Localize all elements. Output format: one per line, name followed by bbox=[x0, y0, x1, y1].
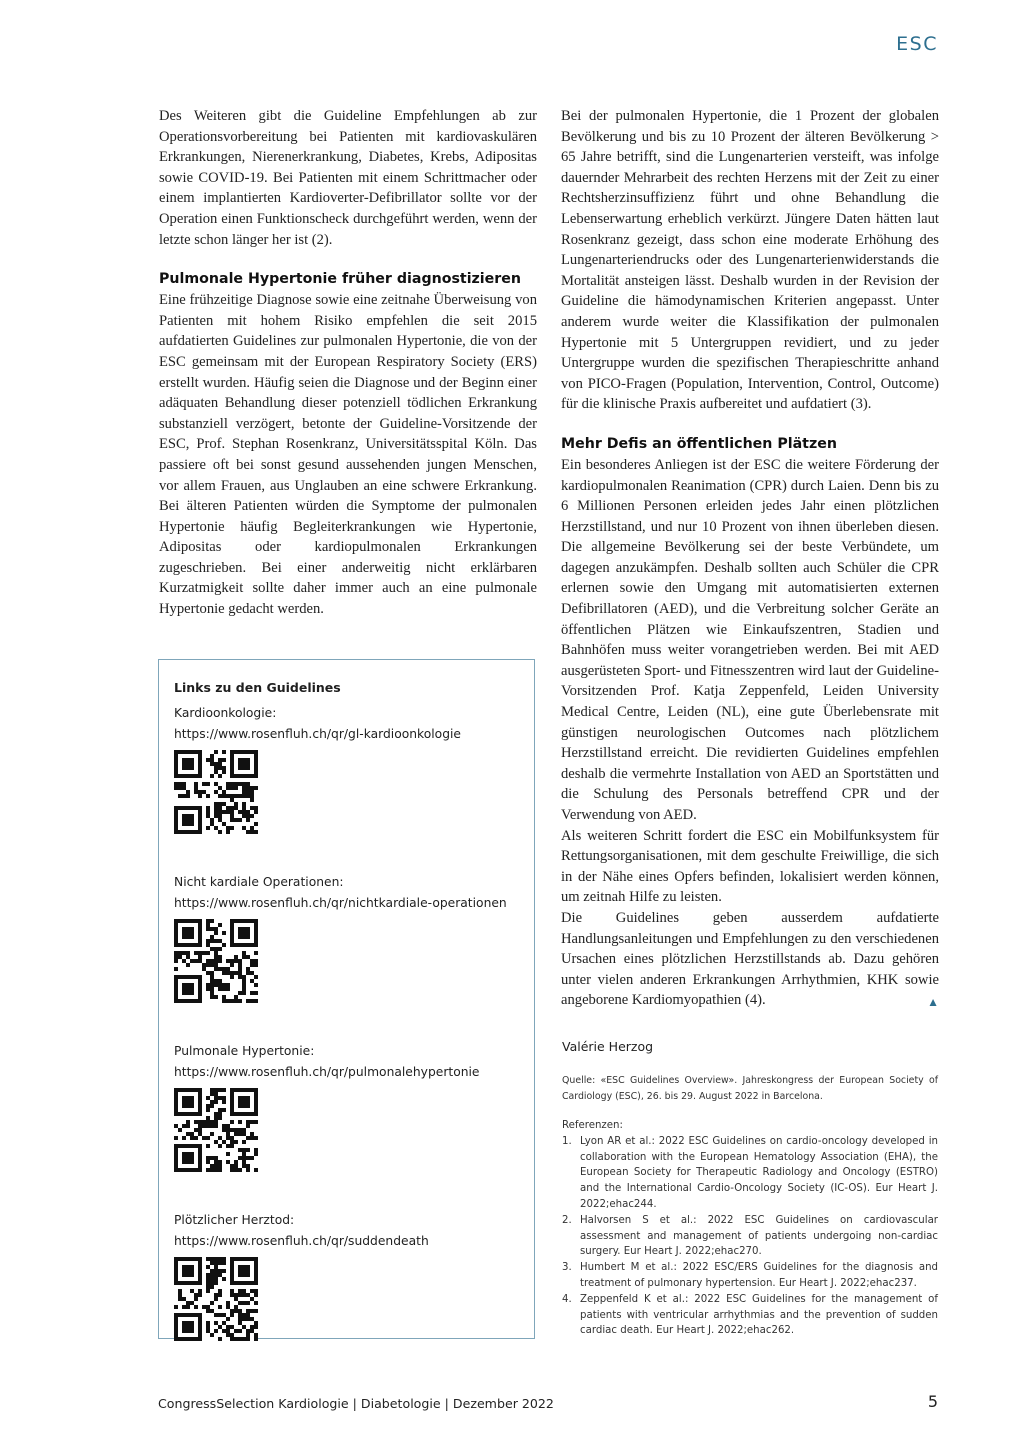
link-label: Plötzlicher Herztod: bbox=[174, 1213, 295, 1227]
reference-number: 4. bbox=[562, 1293, 572, 1305]
section-tag: ESC bbox=[896, 33, 938, 55]
end-of-article-icon: ▲ bbox=[927, 995, 939, 1010]
section-heading-pulmonary: Pulmonale Hypertonie früher diagnostizieren bbox=[159, 271, 522, 288]
reference-text: Humbert M et al.: 2022 ESC/ERS Guidelines for the diagnosis and treatment of pulmonary hypertension. Eur Heart J. 2022;ehac237. bbox=[580, 1262, 938, 1289]
pulmonary-paragraph: Eine frühzeitige Diagnose sowie eine zeitnahe Überweisung von Patienten mit hohem Risiko empfehlen die seit 2015 aufdatierten Guidelines zur pulmonalen Hypertonie, die von der ESC gemeinsam mit der European Respiratory Society (ERS) erstellt wurden. Häufig seien die Diagnose und der Beginn einer adäquaten Behandlung dieser potenziell tödlichen Erkrankung substanziell verzögert, betonte der Guideline-Vorsitzende der ESC, Prof. Stephan Rosenkranz, Universitätsspital Köln. Das passiere oft bei sonst gesund aussehenden jungen Menschen, vor allem Frauen, aus Unglauben an eine schwere Erkrankung. Bei älteren Patienten würden die Symptome der pulmonalen Hypertonie häufig Begleiterkrankungen wie Hypertonie, Adipositas oder kardiopulmonalen Erkrankungen zugeschrieben. Bei einer anderweitig nicht erklärbaren Kurzatmigkeit sollte daher immer auch an eine pulmonale Hypertonie gedacht werden. bbox=[159, 292, 537, 618]
page-number: 5 bbox=[927, 1392, 938, 1411]
link-url[interactable]: https://www.rosenfluh.ch/qr/suddendeath bbox=[174, 1234, 429, 1248]
qr-code-icon bbox=[174, 750, 258, 834]
links-box-title: Links zu den Guidelines bbox=[174, 680, 341, 695]
references-list bbox=[562, 1118, 938, 1339]
source-note: Quelle: «ESC Guidelines Overview». Jahreskongress der European Society of Cardiology (ESC), 26. bis 29. August 2022 in Barcelona. bbox=[562, 1075, 938, 1102]
link-entry-pulmonary-hypertension bbox=[174, 1041, 519, 1172]
reference-item bbox=[562, 1260, 938, 1292]
reference-text: Zeppenfeld K et al.: 2022 ESC Guidelines for the management of patients with ventricular arrhythmias and the prevention of sudden cardiac death. Eur Heart J. 2022;ehac262. bbox=[580, 1293, 938, 1337]
guidelines-causes-text: Die Guidelines geben ausserdem aufdatierte Handlungsanleitungen und Empfehlungen zu den verschiedenen Ursachen eines plötzlichen Herzstillstands ab. Dazu gehören unter vielen anderen Erkrankungen Arrhythmien, KHK sowie angeborene Kardiomyopathien (4). bbox=[561, 909, 939, 1009]
reference-number: 3. bbox=[562, 1262, 572, 1274]
reference-number: 2. bbox=[562, 1214, 572, 1226]
right-column bbox=[561, 106, 939, 1013]
cpr-paragraph: Ein besonderes Anliegen ist der ESC die weitere Förderung der kardiopulmonalen Reanimation (CPR) durch Laien. Denn bis zu 6 Millionen Personen erleiden jedes Jahr einen plötzlichen Herzstillstand, und nur 10 Prozent von ihnen überleben diesen. Die allgemeine Bevölkerung sei der beste Verbündete, um dagegen anzukämpfen. Deshalb sollten auch Schüler die CPR erlernen sowie den Umgang mit automatisierten externen Defibrillatoren (AED), und die Verbreitung solcher Geräte an öffentlichen Plätzen wie Einkaufszentren, Stadien und Bahnhöfen muss weiter vorangetrieben werden. Bei mit AED ausgerüsteten Sport- und Fitnesszentren wird laut der Guideline-Vorsitzenden Prof. Katja Zeppenfeld, Leiden University Medical Centre, Leiden (NL), eine gute Überlebensrate mit günstigen neurologischen Outcomes nach plötzlichem Herzstillstand erreicht. Die revidierten Guidelines empfehlen deshalb die vermehrte Installation von AED an Sportstätten und die Schulung des Personals betreffend CPR und der Verwendung von AED. bbox=[561, 456, 939, 823]
reference-text: Lyon AR et al.: 2022 ESC Guidelines on cardio-oncology developed in collaboration with the European Hematology Association (EHA), the European Society for Therapeutic Radiology and Oncology (ESTRO) and the International Cardio-Oncology Society (IC-OS). Eur Heart J. 2022;ehac244. bbox=[580, 1135, 938, 1210]
author-name: Valérie Herzog bbox=[562, 1039, 654, 1054]
reference-item bbox=[562, 1134, 938, 1213]
guideline-links-box bbox=[158, 659, 535, 1339]
link-entry-cardio-oncology bbox=[174, 703, 519, 834]
intro-paragraph: Des Weiteren gibt die Guideline Empfehlungen ab zur Operationsvorbereitung bei Patienten mit kardiovaskulären Erkrankungen, Nierenerkrankung, Diabetes, Krebs, Adipositas sowie COVID-19. Bei Patienten mit einem Schrittmacher oder einem implantierten Kardioverter-Defibrillator sollte vor der Operation einen Funktionscheck durchgeführt werden, wenn der letzte schon länger her ist (2). bbox=[159, 108, 537, 248]
reference-item bbox=[562, 1213, 938, 1260]
section-heading-defibrillators: Mehr Defis an öffentlichen Plätzen bbox=[561, 435, 837, 452]
link-url[interactable]: https://www.rosenfluh.ch/qr/pulmonalehypertonie bbox=[174, 1065, 480, 1079]
pulmonary-continued-paragraph: Bei der pulmonalen Hypertonie, die 1 Prozent der globalen Bevölkerung und bis zu 10 Prozent der älteren Bevölkerung > 65 Jahre betrifft, sind die Lungenarterien versteift, was infolge dauernder Mehrarbeit des rechten Herzens mit der Zeit zu einer Rechtsherzinsuffizienz führt und ohne Behandlung die Lebenserwartung erheblich verkürzt. Jüngere Daten hätten laut Rosenkranz gezeigt, dass schon eine moderate Erhöhung des Lungenarteriendrucks oder des Lungenarterienwiderstands die Mortalität ansteigen lässt. Deshalb wurden in der Revision der Guideline die hämodynamischen Kriterien angepasst. Unter anderem wurde weiter die Klassifikation der pulmonalen Hypertonie mit 5 Untergruppen revidiert, und zu jeder Untergruppe wurden die spezifischen Therapieschritte anhand von PICO-Fragen (Population, Intervention, Control, Outcome) für die klinische Praxis aufbereitet und aufdatiert (3). bbox=[561, 108, 939, 413]
qr-code-icon bbox=[174, 1088, 258, 1172]
references-title: Referenzen: bbox=[562, 1120, 623, 1131]
guidelines-causes-paragraph bbox=[561, 908, 939, 1011]
link-label: Kardioonkologie: bbox=[174, 706, 277, 720]
mobile-system-paragraph: Als weiteren Schritt fordert die ESC ein Mobilfunksystem für Rettungsorganisationen, mit dem geschulte Freiwillige, die sich in der Nähe eines Opfers befinden, lokalisiert werden können, um zeitnah Hilfe zu leisten. bbox=[561, 827, 939, 906]
link-url[interactable]: https://www.rosenfluh.ch/qr/gl-kardioonkologie bbox=[174, 727, 461, 741]
reference-number: 1. bbox=[562, 1135, 572, 1147]
qr-code-icon bbox=[174, 1257, 258, 1341]
footer-publication: CongressSelection Kardiologie | Diabetologie | Dezember 2022 bbox=[158, 1396, 554, 1411]
qr-code-icon bbox=[174, 919, 258, 1003]
left-column bbox=[159, 106, 537, 620]
link-label: Pulmonale Hypertonie: bbox=[174, 1044, 315, 1058]
link-label: Nicht kardiale Operationen: bbox=[174, 875, 344, 889]
link-url[interactable]: https://www.rosenfluh.ch/qr/nichtkardiale-operationen bbox=[174, 896, 507, 910]
reference-text: Halvorsen S et al.: 2022 ESC Guidelines on cardiovascular assessment and management of patients undergoing non-cardiac surgery. Eur Heart J. 2022;ehac270. bbox=[580, 1214, 938, 1258]
link-entry-non-cardiac-surgery bbox=[174, 872, 519, 1003]
reference-item bbox=[562, 1292, 938, 1339]
link-entry-sudden-death bbox=[174, 1210, 519, 1341]
